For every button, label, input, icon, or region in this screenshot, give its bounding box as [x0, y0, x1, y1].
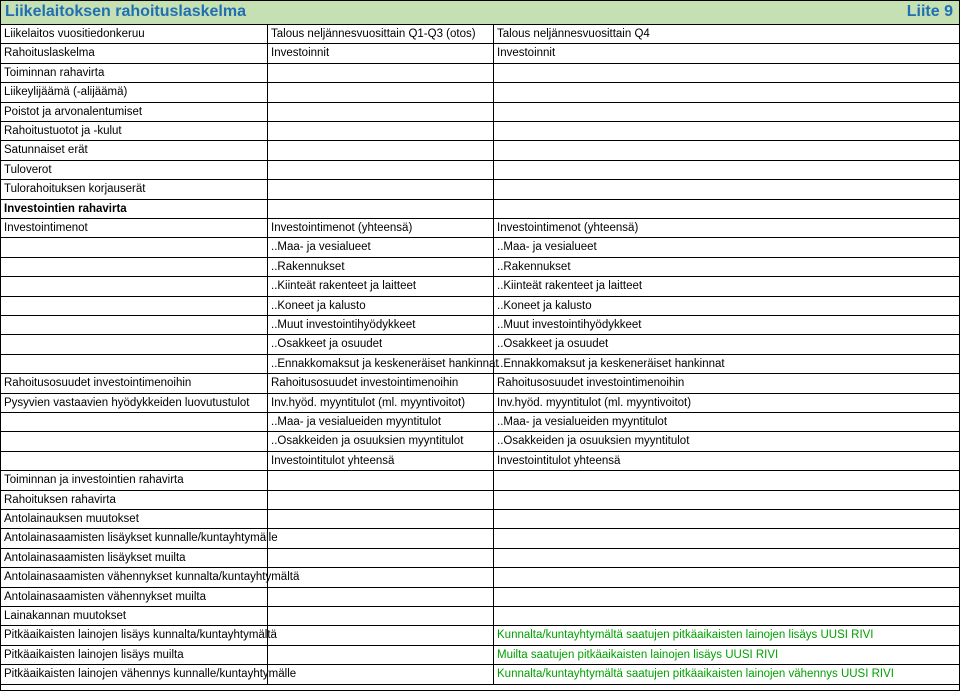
- cell-c1[interactable]: Pitkäaikaisten lainojen lisäys kunnalta/kuntayhtymältä: [4, 629, 277, 642]
- cell-c1[interactable]: Liikeylijäämä (-alijäämä): [4, 86, 128, 99]
- cell-c2[interactable]: ..Maa- ja vesialueiden myyntitulot: [267, 413, 493, 431]
- cell-c3[interactable]: [493, 141, 959, 159]
- cell-c1[interactable]: Tulorahoituksen korjauserät: [4, 183, 146, 196]
- table-row: [1, 258, 959, 277]
- table-row: [1, 219, 959, 238]
- cell-c2[interactable]: Investoinnit: [267, 44, 493, 62]
- title-bar: [1, 1, 959, 25]
- cell-c1[interactable]: Toiminnan rahavirta: [4, 66, 105, 79]
- table-row: [1, 277, 959, 296]
- cell-c3[interactable]: [493, 200, 959, 218]
- cell-c3[interactable]: [493, 103, 959, 121]
- cell-c1[interactable]: [1, 238, 267, 256]
- cell-c2[interactable]: ..Muut investointihyödykkeet: [267, 316, 493, 334]
- cell-c1[interactable]: Rahoitustuotot ja -kulut: [4, 125, 122, 137]
- cell-c1[interactable]: [1, 277, 267, 295]
- cell-c3[interactable]: ..Osakkeet ja osuudet: [493, 335, 959, 353]
- table-row: [1, 646, 959, 665]
- cell-c3[interactable]: Muilta saatujen pitkäaikaisten lainojen lisäys UUSI RIVI: [493, 646, 959, 664]
- cell-c2[interactable]: [267, 200, 493, 218]
- table-row: [1, 355, 959, 374]
- cell-c1[interactable]: Tuloverot: [4, 163, 52, 176]
- cell-c3[interactable]: Kunnalta/kuntayhtymältä saatujen pitkäaikaisten lainojen vähennys UUSI RIVI: [493, 665, 959, 683]
- table-row: [1, 297, 959, 316]
- cell-c3[interactable]: Rahoitusosuudet investointimenoihin: [493, 374, 959, 392]
- table-row: [1, 549, 959, 568]
- cell-c2[interactable]: Talous neljännesvuosittain Q1-Q3 (otos): [267, 25, 493, 43]
- cell-c2[interactable]: [267, 646, 493, 664]
- table-row: [1, 161, 959, 180]
- cell-c1[interactable]: Pitkäaikaisten lainojen lisäys muilta: [4, 648, 184, 661]
- cell-c2[interactable]: Inv.hyöd. myyntitulot (ml. myyntivoitot): [267, 394, 493, 412]
- table-row: [1, 471, 959, 490]
- cell-c2[interactable]: [267, 180, 493, 198]
- cell-c3[interactable]: Investointitulot yhteensä: [493, 452, 959, 470]
- cell-c1[interactable]: [1, 413, 267, 431]
- cell-c3[interactable]: [493, 491, 959, 509]
- cell-c3[interactable]: [493, 180, 959, 198]
- cell-c1[interactable]: Lainakannan muutokset: [4, 610, 127, 622]
- table-row: [1, 200, 959, 219]
- table-row: [1, 238, 959, 257]
- table-row: [1, 432, 959, 451]
- cell-c3[interactable]: [493, 529, 959, 547]
- table-row: [1, 374, 959, 393]
- cell-c1[interactable]: Investointimenot: [4, 222, 88, 234]
- cell-c3[interactable]: [493, 568, 959, 586]
- cell-c1[interactable]: Toiminnan ja investointien rahavirta: [4, 474, 184, 487]
- cell-c3[interactable]: Kunnalta/kuntayhtymältä saatujen pitkäaikaisten lainojen lisäys UUSI RIVI: [493, 626, 959, 644]
- table-row: [1, 452, 959, 471]
- cell-c2[interactable]: Rahoitusosuudet investointimenoihin: [267, 374, 493, 392]
- cell-c3[interactable]: [493, 161, 959, 179]
- cell-c3[interactable]: ..Rakennukset: [493, 258, 959, 276]
- cell-c1[interactable]: Rahoitusosuudet investointimenoihin: [4, 377, 192, 390]
- cell-c1[interactable]: Rahoituslaskelma: [4, 47, 95, 60]
- table-row: [1, 141, 959, 160]
- table-row: [1, 607, 959, 626]
- cell-c3[interactable]: ..Kiinteät rakenteet ja laitteet: [493, 277, 959, 295]
- appendix-label: Liite 9: [906, 3, 953, 20]
- table-row: [1, 103, 959, 122]
- cell-c3[interactable]: ..Maa- ja vesialueet: [493, 238, 959, 256]
- cell-c3[interactable]: [493, 471, 959, 489]
- cell-c2[interactable]: [267, 510, 493, 528]
- cell-c1[interactable]: [1, 335, 267, 353]
- cell-c3[interactable]: Investoinnit: [493, 44, 959, 62]
- cell-c2[interactable]: [267, 161, 493, 179]
- cell-c1[interactable]: Liikelaitos vuositiedonkeruu: [4, 28, 145, 40]
- cell-c2[interactable]: [267, 607, 493, 625]
- cell-c3[interactable]: Talous neljännesvuosittain Q4: [493, 25, 959, 43]
- cell-c1[interactable]: Investointien rahavirta: [4, 202, 127, 215]
- cell-c2[interactable]: [267, 491, 493, 509]
- cell-c2[interactable]: ..Osakkeet ja osuudet: [267, 335, 493, 353]
- cell-c2[interactable]: ..Kiinteät rakenteet ja laitteet: [267, 277, 493, 295]
- cell-c3[interactable]: [493, 549, 959, 567]
- cell-c1[interactable]: Antolainasaamisten vähennykset muilta: [4, 590, 207, 603]
- table-row: [1, 665, 959, 684]
- cell-c3[interactable]: ..Osakkeiden ja osuuksien myyntitulot: [493, 432, 959, 450]
- cell-c2[interactable]: [267, 83, 493, 101]
- table-row: [1, 413, 959, 432]
- cell-c3[interactable]: ..Muut investointihyödykkeet: [493, 316, 959, 334]
- cell-c2[interactable]: [267, 588, 493, 606]
- cell-c2[interactable]: ..Ennakkomaksut ja keskeneräiset hankinnat: [267, 355, 507, 373]
- cell-c3[interactable]: [493, 510, 959, 528]
- cell-c1[interactable]: [1, 316, 267, 334]
- cell-c3[interactable]: [493, 588, 959, 606]
- cell-c1[interactable]: Poistot ja arvonalentumiset: [4, 105, 143, 118]
- cell-c3[interactable]: Investointimenot (yhteensä): [493, 219, 959, 237]
- cell-c1[interactable]: Satunnaiset erät: [4, 144, 88, 157]
- cell-c2[interactable]: [267, 103, 493, 121]
- cell-c2[interactable]: ..Osakkeiden ja osuuksien myyntitulot: [267, 432, 493, 450]
- cell-c1[interactable]: Pitkäaikaisten lainojen vähennys kunnalle/kuntayhtymälle: [4, 668, 297, 681]
- cell-c3[interactable]: Inv.hyöd. myyntitulot (ml. myyntivoitot): [493, 394, 959, 412]
- cell-c1[interactable]: [1, 258, 267, 276]
- table-row: [1, 122, 959, 141]
- cell-c1[interactable]: [1, 432, 267, 450]
- cell-c1[interactable]: Rahoituksen rahavirta: [4, 493, 116, 506]
- cell-c1[interactable]: Antolainauksen muutokset: [4, 513, 139, 525]
- cell-c2[interactable]: [267, 64, 493, 82]
- cell-c1[interactable]: [1, 355, 267, 373]
- cell-c2[interactable]: ..Koneet ja kalusto: [267, 297, 493, 315]
- table-row: [1, 394, 959, 413]
- table-row: [1, 335, 959, 354]
- cell-c1[interactable]: Antolainasaamisten vähennykset kunnalta/kuntayhtymältä: [4, 571, 300, 584]
- cell-c1[interactable]: [1, 297, 267, 315]
- table-row: [1, 316, 959, 335]
- table-row: [1, 25, 959, 44]
- cell-c3[interactable]: ..Ennakkomaksut ja keskeneräiset hankinnat: [493, 355, 959, 373]
- table-row: [1, 64, 959, 83]
- cell-c2[interactable]: Investointimenot (yhteensä): [267, 219, 493, 237]
- cell-c3[interactable]: [493, 607, 959, 625]
- cell-c2[interactable]: [267, 471, 493, 489]
- cell-c2[interactable]: ..Maa- ja vesialueet: [267, 238, 493, 256]
- table-row: [1, 568, 959, 587]
- cell-c2[interactable]: [267, 549, 493, 567]
- cell-c1[interactable]: [1, 452, 267, 470]
- table-row: [1, 626, 959, 645]
- table-row: [1, 44, 959, 63]
- cell-c2[interactable]: [267, 141, 493, 159]
- cell-c1[interactable]: Pysyvien vastaavien hyödykkeiden luovutustulot: [4, 396, 250, 409]
- table-row: [1, 510, 959, 529]
- cell-c1[interactable]: Antolainasaamisten lisäykset kunnalle/kuntayhtymälle: [4, 532, 278, 545]
- cell-c3[interactable]: ..Maa- ja vesialueiden myyntitulot: [493, 413, 959, 431]
- cell-c3[interactable]: ..Koneet ja kalusto: [493, 297, 959, 315]
- sheet-title: Liikelaitoksen rahoituslaskelma: [5, 3, 246, 20]
- cell-c2[interactable]: Investointitulot yhteensä: [267, 452, 493, 470]
- cell-c2[interactable]: ..Rakennukset: [267, 258, 493, 276]
- cell-c3[interactable]: [493, 122, 959, 140]
- cell-c2[interactable]: [267, 122, 493, 140]
- table-row: [1, 588, 959, 607]
- cell-c1[interactable]: Antolainasaamisten lisäykset muilta: [4, 551, 186, 564]
- table-row: [1, 529, 959, 548]
- table-row: [1, 180, 959, 199]
- cell-c3[interactable]: [493, 83, 959, 101]
- table-row: [1, 491, 959, 510]
- cell-c3[interactable]: [493, 64, 959, 82]
- table-row: [1, 83, 959, 102]
